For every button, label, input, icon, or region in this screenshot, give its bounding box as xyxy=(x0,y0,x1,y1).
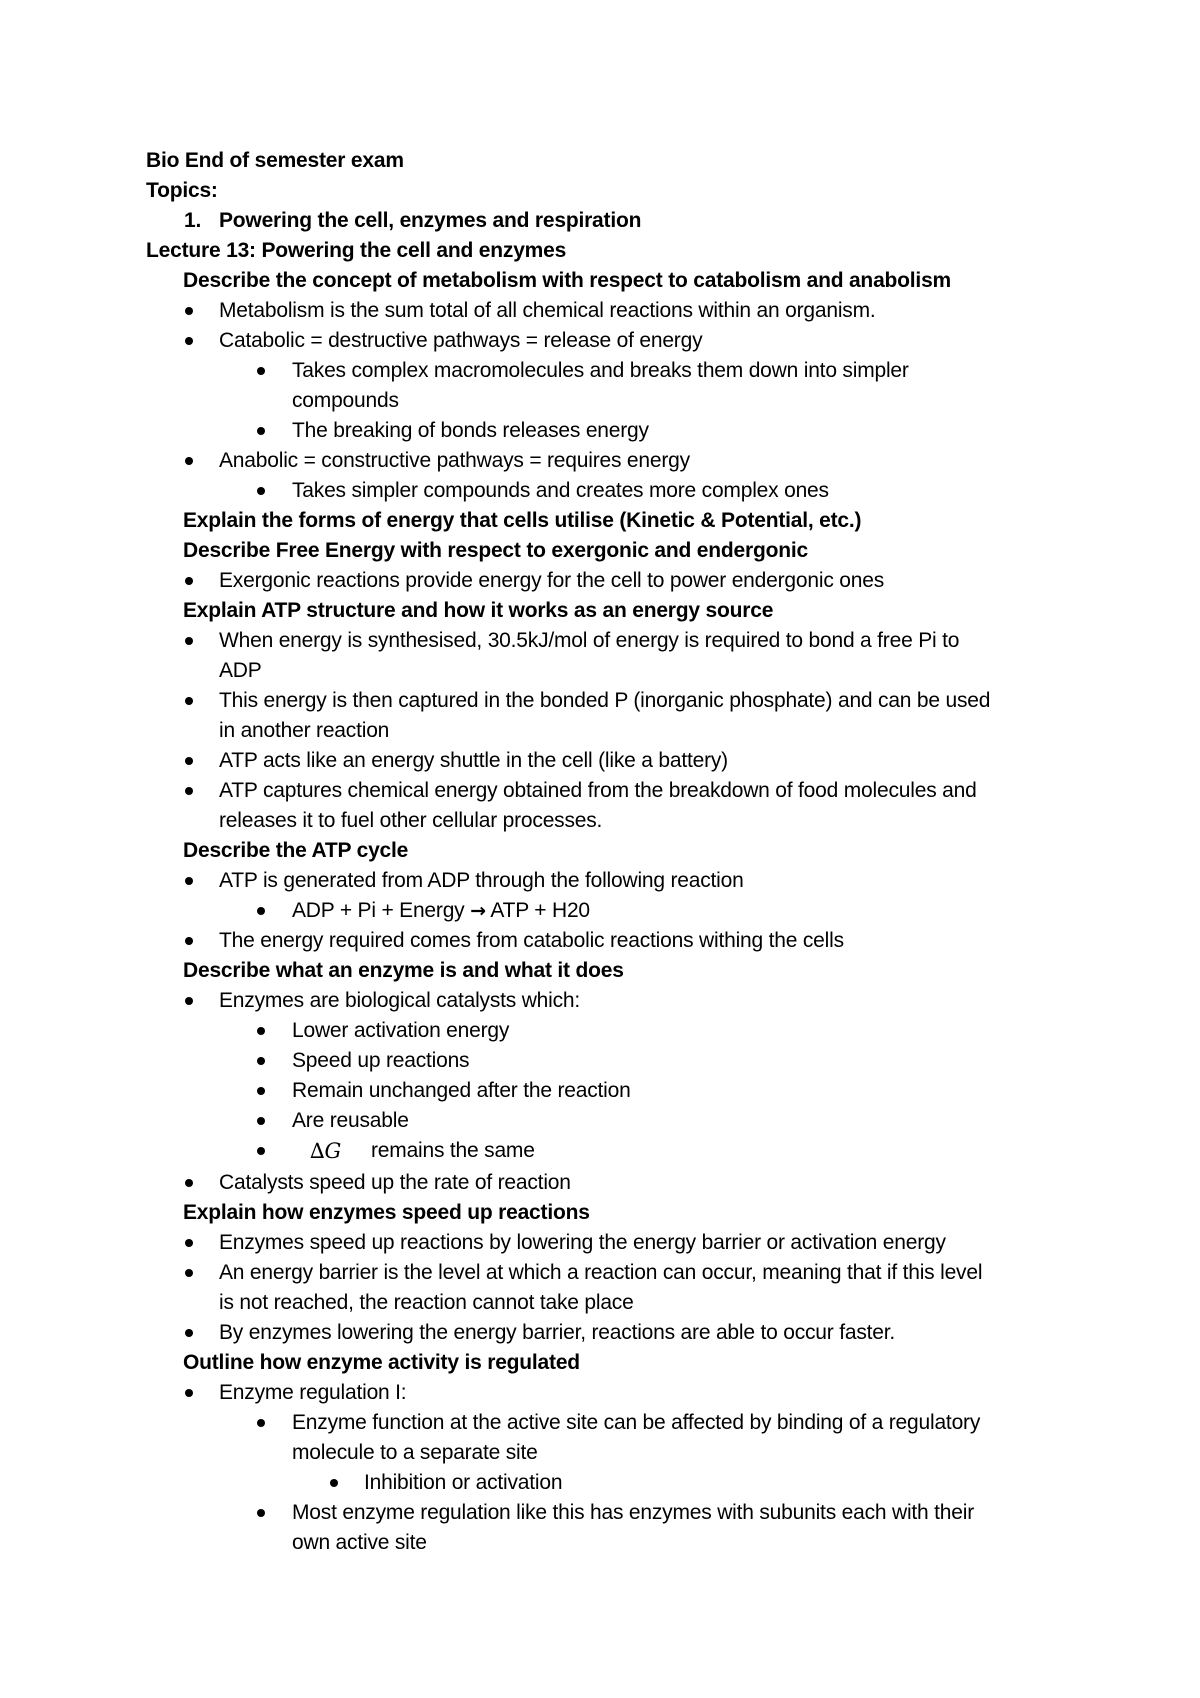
bullet-text: Remain unchanged after the reaction xyxy=(292,1079,631,1102)
bullet-text: remains the same xyxy=(371,1139,535,1162)
bullet-text: Enzymes are biological catalysts which: xyxy=(219,989,581,1012)
bullet-icon xyxy=(257,1147,265,1155)
bullet-text-continued: compounds xyxy=(292,389,399,412)
section-heading: Explain how enzymes speed up reactions xyxy=(183,1201,590,1224)
bullet-icon xyxy=(185,457,193,465)
bullet-text: Anabolic = constructive pathways = requires energy xyxy=(219,449,690,472)
topic-text: Powering the cell, enzymes and respiration xyxy=(219,209,642,232)
bullet-icon xyxy=(330,1479,338,1487)
bullet-text: Catalysts speed up the rate of reaction xyxy=(219,1171,571,1194)
bullet-text-continued: is not reached, the reaction cannot take place xyxy=(219,1291,634,1314)
bullet-icon xyxy=(257,1087,265,1095)
bullet-text: ATP acts like an energy shuttle in the cell (like a battery) xyxy=(219,749,728,772)
bullet-text: Inhibition or activation xyxy=(364,1471,563,1494)
section-heading: Describe what an enzyme is and what it does xyxy=(183,959,624,982)
bullet-icon xyxy=(185,757,193,765)
bullet-icon xyxy=(257,487,265,495)
bullet-text-continued: in another reaction xyxy=(219,719,390,742)
topic-number: 1. xyxy=(184,209,202,232)
bullet-icon xyxy=(257,1419,265,1427)
bullet-text: Catabolic = destructive pathways = release of energy xyxy=(219,329,703,352)
lecture-heading: Lecture 13: Powering the cell and enzymes xyxy=(146,239,567,262)
bullet-text: Takes complex macromolecules and breaks them down into simpler xyxy=(292,359,909,382)
arrow-right-icon: → xyxy=(470,900,486,922)
topics-label: Topics: xyxy=(146,179,218,202)
bullet-icon xyxy=(185,1329,193,1337)
bullet-text: An energy barrier is the level at which a reaction can occur, meaning that if this level xyxy=(219,1261,983,1284)
bullet-icon xyxy=(185,937,193,945)
bullet-icon xyxy=(185,1269,193,1277)
bullet-icon xyxy=(257,1117,265,1125)
bullet-icon xyxy=(257,1509,265,1517)
bullet-text: Enzymes speed up reactions by lowering the energy barrier or activation energy xyxy=(219,1231,946,1254)
section-heading: Outline how enzyme activity is regulated xyxy=(183,1351,580,1374)
bullet-text: ATP is generated from ADP through the following reaction xyxy=(219,869,744,892)
bullet-icon xyxy=(185,307,193,315)
section-heading: Describe the concept of metabolism with respect to catabolism and anabolism xyxy=(183,269,952,292)
bullet-icon xyxy=(185,787,193,795)
bullet-text: The breaking of bonds releases energy xyxy=(292,419,649,442)
bullet-text-continued: ADP xyxy=(219,659,262,682)
bullet-icon xyxy=(257,427,265,435)
equation-reactants: ADP + Pi + Energy xyxy=(292,899,465,922)
bullet-text: Lower activation energy xyxy=(292,1019,510,1042)
bullet-icon xyxy=(185,1179,193,1187)
bullet-icon xyxy=(185,1239,193,1247)
bullet-icon xyxy=(185,637,193,645)
bullet-icon xyxy=(185,997,193,1005)
bullet-icon xyxy=(185,1389,193,1397)
bullet-text: Speed up reactions xyxy=(292,1049,470,1072)
delta-g-symbol: ∆G xyxy=(310,1139,342,1163)
section-heading: Describe Free Energy with respect to exergonic and endergonic xyxy=(183,539,808,562)
bullet-icon xyxy=(257,1057,265,1065)
bullet-text: By enzymes lowering the energy barrier, reactions are able to occur faster. xyxy=(219,1321,896,1344)
bullet-icon xyxy=(257,367,265,375)
equation-products: ATP + H20 xyxy=(490,899,590,922)
bullet-text: The energy required comes from catabolic reactions withing the cells xyxy=(219,929,844,952)
document-title: Bio End of semester exam xyxy=(146,149,404,172)
bullet-text: This energy is then captured in the bonded P (inorganic phosphate) and can be used xyxy=(219,689,991,712)
section-heading: Explain ATP structure and how it works as an energy source xyxy=(183,599,774,622)
bullet-text: Enzyme regulation I: xyxy=(219,1381,407,1404)
bullet-icon xyxy=(185,577,193,585)
bullet-text-continued: own active site xyxy=(292,1531,427,1554)
bullet-icon xyxy=(257,1027,265,1035)
bullet-text: When energy is synthesised, 30.5kJ/mol of energy is required to bond a free Pi to xyxy=(219,629,960,652)
bullet-icon xyxy=(257,907,265,915)
section-heading: Explain the forms of energy that cells utilise (Kinetic & Potential, etc.) xyxy=(183,509,862,532)
reaction-equation xyxy=(292,896,590,926)
bullet-icon xyxy=(185,337,193,345)
bullet-text: Are reusable xyxy=(292,1109,409,1132)
bullet-icon xyxy=(185,877,193,885)
bullet-text: Enzyme function at the active site can be affected by binding of a regulatory xyxy=(292,1411,981,1434)
bullet-text: Takes simpler compounds and creates more complex ones xyxy=(292,479,829,502)
bullet-text: Most enzyme regulation like this has enzymes with subunits each with their xyxy=(292,1501,975,1524)
bullet-text: Exergonic reactions provide energy for the cell to power endergonic ones xyxy=(219,569,884,592)
bullet-text: ATP captures chemical energy obtained from the breakdown of food molecules and xyxy=(219,779,977,802)
bullet-text-continued: releases it to fuel other cellular processes. xyxy=(219,809,603,832)
section-heading: Describe the ATP cycle xyxy=(183,839,409,862)
bullet-text: Metabolism is the sum total of all chemical reactions within an organism. xyxy=(219,299,876,322)
bullet-icon xyxy=(185,697,193,705)
bullet-text-continued: molecule to a separate site xyxy=(292,1441,538,1464)
